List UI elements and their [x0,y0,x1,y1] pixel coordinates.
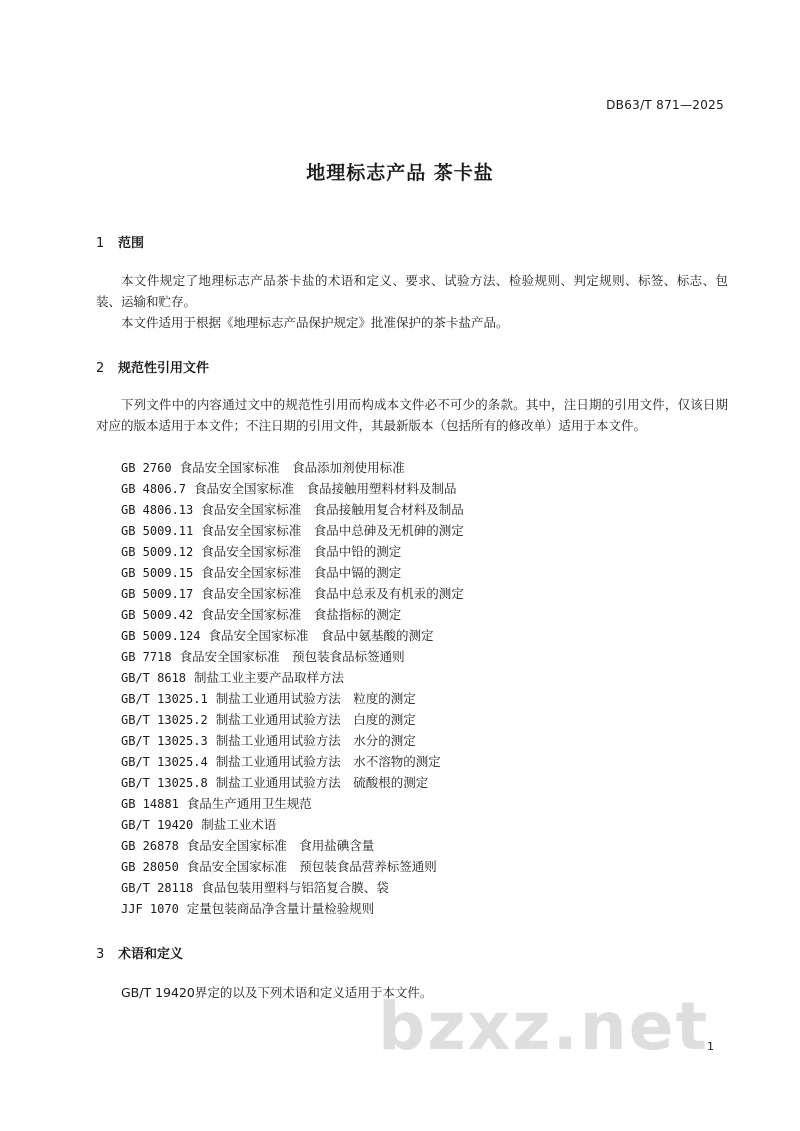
list-item [121,793,464,814]
reference-name: 食品安全国家标准 食品中镉的测定 [201,565,402,580]
reference-list [121,457,464,919]
reference-code: GB 26878 [121,839,179,853]
list-item [121,709,464,730]
reference-code: GB/T 19420 [121,818,194,832]
reference-name: 食品安全国家标准 食盐指标的测定 [201,607,402,622]
list-item [121,688,464,709]
list-item [121,898,464,919]
reference-code: GB 7718 [121,650,172,664]
reference-name: 食品安全国家标准 食品中氨基酸的测定 [208,628,434,643]
reference-name: 制盐工业通用试验方法 水不溶物的测定 [215,754,441,769]
list-item [121,751,464,772]
list-item [121,730,464,751]
list-item [121,457,464,478]
section-3-paragraph-1: GB/T 19420界定的以及下列术语和定义适用于本文件。 [121,985,433,1000]
reference-name: 食品生产通用卫生规范 [186,796,312,811]
section-number: 3 [96,947,105,962]
reference-code: GB/T 8618 [121,671,187,685]
section-title: 范围 [118,236,145,251]
reference-code: GB/T 13025.2 [121,713,208,727]
reference-name: 食品包装用塑料与铝箔复合膜、袋 [201,880,389,895]
list-item [121,646,464,667]
reference-code: GB 5009.12 [121,545,194,559]
reference-code: JJF 1070 [121,902,179,916]
reference-code: GB 5009.11 [121,524,194,538]
reference-name: 食品安全国家标准 食用盐碘含量 [186,838,375,853]
reference-code: GB/T 13025.1 [121,692,208,706]
section-2-paragraph-1: 下列文件中的内容通过文中的规范性引用而构成本文件必不可少的条款。其中，注日期的引用文件，仅该日期对应的版本适用于本文件；不注日期的引用文件，其最新版本（包括所有的修改单）适用于本文件。 [96,397,728,433]
reference-name: 制盐工业通用试验方法 白度的测定 [215,712,416,727]
list-item [121,604,464,625]
reference-code: GB 28050 [121,860,179,874]
list-item [121,520,464,541]
reference-name: 食品安全国家标准 预包装食品营养标签通则 [186,859,437,874]
list-item [121,877,464,898]
reference-code: GB/T 13025.3 [121,734,208,748]
section-1-heading [96,232,144,251]
section-number: 2 [96,361,105,376]
list-item [121,478,464,499]
reference-name: 食品安全国家标准 食品接触用复合材料及制品 [201,502,464,517]
list-item [121,541,464,562]
reference-name: 食品安全国家标准 食品中铅的测定 [201,544,402,559]
reference-code: GB/T 28118 [121,881,194,895]
watermark: bzxz.net [378,988,710,1065]
reference-name: 制盐工业通用试验方法 水分的测定 [215,733,416,748]
reference-name: 制盐工业主要产品取样方法 [194,670,345,685]
reference-code: GB 5009.124 [121,629,201,643]
list-item [121,772,464,793]
document-code: DB63/T 871—2025 [606,98,724,112]
reference-code: GB 5009.42 [121,608,194,622]
reference-name: 食品安全国家标准 食品中总汞及有机汞的测定 [201,586,464,601]
reference-name: 制盐工业通用试验方法 粒度的测定 [215,691,416,706]
list-item [121,835,464,856]
reference-code: GB 5009.17 [121,587,194,601]
list-item [121,499,464,520]
section-2-heading [96,357,209,376]
reference-code: GB 4806.13 [121,503,194,517]
reference-code: GB/T 13025.8 [121,776,208,790]
list-item [121,583,464,604]
reference-code: GB 2760 [121,461,172,475]
reference-code: GB 5009.15 [121,566,194,580]
page-number: 1 [707,1040,714,1053]
list-item [121,625,464,646]
list-item [121,667,464,688]
reference-name: 食品安全国家标准 预包装食品标签通则 [179,649,405,664]
document-title: 地理标志产品 茶卡盐 [306,162,494,184]
section-3-heading [96,943,183,962]
reference-name: 食品安全国家标准 食品添加剂使用标准 [179,460,405,475]
reference-code: GB/T 13025.4 [121,755,208,769]
reference-name: 制盐工业通用试验方法 硫酸根的测定 [215,775,429,790]
reference-code: GB 14881 [121,797,179,811]
reference-code: GB 4806.7 [121,482,187,496]
reference-name: 食品安全国家标准 食品接触用塑料材料及制品 [194,481,457,496]
list-item [121,856,464,877]
section-title: 术语和定义 [118,947,184,962]
list-item [121,562,464,583]
section-number: 1 [96,236,105,251]
reference-name: 定量包装商品净含量计量检验规则 [186,901,375,916]
reference-name: 制盐工业术语 [201,817,277,832]
reference-name: 食品安全国家标准 食品中总砷及无机砷的测定 [201,523,464,538]
section-title: 规范性引用文件 [118,361,210,376]
section-1-paragraph-2: 本文件适用于根据《地理标志产品保护规定》批准保护的茶卡盐产品。 [121,315,509,330]
list-item [121,814,464,835]
section-1-paragraph-1: 本文件规定了地理标志产品茶卡盐的术语和定义、要求、试验方法、检验规则、判定规则、标签、标志、包装、运输和贮存。 [96,273,728,309]
